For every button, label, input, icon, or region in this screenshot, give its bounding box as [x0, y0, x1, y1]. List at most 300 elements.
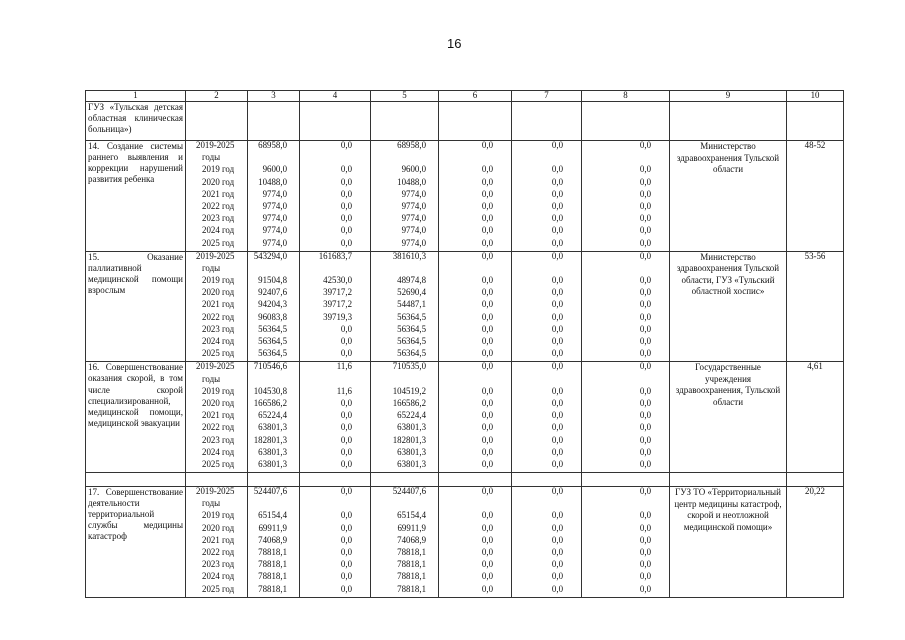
- cell-value: 78818,1: [397, 547, 426, 557]
- section-name: 16. Совершенствование оказания скорой, в том числе скорой специализированной, медицинской помощи, медицинской эвакуации: [86, 362, 186, 473]
- cell-value: [514, 264, 579, 276]
- cell-value: 56364,5: [258, 323, 287, 334]
- cell-value: 0,0: [551, 510, 563, 521]
- cell-value: 0,0: [551, 213, 563, 224]
- section-name: 17. Совершенствование деятельности территориальной службы медицины катастроф: [86, 487, 186, 598]
- cell-value: 0,0: [551, 237, 563, 248]
- cell-value: 0,0: [639, 583, 651, 594]
- cell-value: 9774,0: [401, 188, 426, 199]
- cell-value: 0,0: [481, 336, 493, 346]
- cell-value: годы: [202, 498, 221, 509]
- local-budget-cell: [439, 141, 512, 252]
- cell-value: 68958,0: [258, 140, 287, 150]
- cell-value: 0,0: [639, 140, 651, 150]
- cell-value: 78818,1: [258, 583, 287, 594]
- section-row: [86, 362, 844, 473]
- cell-value: 2024 год: [202, 225, 235, 236]
- cell-value: 9600,0: [401, 164, 426, 175]
- cell-value: 2019-2025: [196, 486, 235, 497]
- cell-value: 0,0: [639, 200, 651, 211]
- cell-value: 2020 год: [202, 176, 235, 187]
- cell-value: 2024 год: [202, 571, 235, 582]
- cell-value: [302, 153, 368, 165]
- cell-value: [514, 153, 579, 165]
- cell-value: 0,0: [551, 164, 563, 175]
- cell-value: 0,0: [340, 225, 352, 236]
- cell-value: 0,0: [481, 140, 493, 150]
- cell-value: 2022 год: [202, 311, 235, 322]
- period-cell: [186, 362, 248, 473]
- cell-value: 0,0: [340, 397, 352, 408]
- budget-table: [85, 90, 844, 598]
- executor-cell: ГУЗ ТО «Территориальный центр медицины катастроф, скорой и неотложной медицинской помощи»: [670, 487, 787, 598]
- cell-value: 0,0: [340, 410, 352, 421]
- cell-value: 0,0: [639, 336, 651, 346]
- cell-value: 0,0: [481, 510, 493, 521]
- cell-value: 39717,2: [323, 299, 352, 310]
- cell-value: 104530,8: [253, 385, 287, 396]
- cell-value: 9600,0: [262, 164, 287, 175]
- cell-value: 0,0: [551, 534, 563, 545]
- section-row: [86, 141, 844, 252]
- cell-value: 0,0: [551, 458, 563, 469]
- period-cell: [186, 487, 248, 598]
- extrabudget-cell: [582, 487, 670, 598]
- cell-value: [584, 499, 667, 511]
- cell-value: 0,0: [551, 547, 563, 557]
- total-cell: [248, 141, 300, 252]
- cell-value: 0,0: [639, 534, 651, 545]
- cell-value: 0,0: [639, 275, 651, 286]
- cell-value: 2021 год: [202, 534, 235, 545]
- cell-value: 0,0: [639, 522, 651, 533]
- cell-value: 0,0: [551, 287, 563, 298]
- cell-value: 710535,0: [392, 361, 426, 372]
- cell-value: 0,0: [551, 311, 563, 322]
- cell-value: 0,0: [340, 458, 352, 469]
- cell-value: 0,0: [481, 225, 493, 236]
- cell-value: 0,0: [340, 140, 352, 150]
- cell-value: 2022 год: [202, 200, 235, 211]
- cell-value: 0,0: [340, 522, 352, 533]
- cell-value: 0,0: [481, 422, 493, 433]
- cell-value: 0,0: [639, 458, 651, 469]
- cell-value: 543294,0: [253, 251, 287, 261]
- total-cell: [248, 251, 300, 362]
- cell-value: 2019 год: [202, 164, 235, 175]
- regional-budget-cell: [371, 487, 439, 598]
- cell-value: 0,0: [551, 188, 563, 199]
- cell-value: 0,0: [551, 446, 563, 457]
- cell-value: 56364,5: [397, 336, 426, 346]
- cell-value: 39717,2: [323, 287, 352, 298]
- cell-value: 0,0: [481, 385, 493, 396]
- cell-value: [514, 375, 579, 387]
- cell-value: 0,0: [481, 534, 493, 545]
- page-number: 16: [447, 36, 462, 51]
- cell-value: 0,0: [551, 200, 563, 211]
- cell-value: 0,0: [481, 559, 493, 570]
- cell-value: 0,0: [639, 299, 651, 310]
- cell-value: 56364,5: [258, 336, 287, 346]
- cell-value: 2023 год: [202, 323, 235, 334]
- cell-value: [584, 264, 667, 276]
- cell-value: 2020 год: [202, 397, 235, 408]
- extrabudget-cell: [582, 251, 670, 362]
- cell-value: 0,0: [340, 323, 352, 334]
- cell-value: 78818,1: [397, 559, 426, 570]
- cell-value: 56364,5: [397, 348, 426, 359]
- cell-value: [373, 375, 436, 387]
- cell-value: 63801,3: [397, 446, 426, 457]
- cell-value: 0,0: [481, 522, 493, 533]
- regional-budget-cell: [371, 251, 439, 362]
- cell-value: 0,0: [481, 434, 493, 445]
- column-number-row: [86, 91, 844, 102]
- cell-value: 2023 год: [202, 213, 235, 224]
- section-name: 15. Оказание паллиативной медицинской помощи взрослым: [86, 251, 186, 362]
- cell-value: 0,0: [340, 559, 352, 570]
- cell-value: 2025 год: [202, 237, 235, 248]
- cell-value: 0,0: [551, 583, 563, 594]
- cell-value: 0,0: [551, 225, 563, 236]
- section-row: [86, 251, 844, 362]
- cell-value: 0,0: [481, 361, 493, 372]
- cell-value: [514, 499, 579, 511]
- cell-value: 9774,0: [401, 213, 426, 224]
- cell-value: 2020 год: [202, 522, 235, 533]
- cell-value: [584, 375, 667, 387]
- cell-value: 0,0: [340, 571, 352, 582]
- cell-value: 39719,3: [323, 311, 352, 322]
- cell-value: 0,0: [481, 547, 493, 557]
- cell-value: 10488,0: [397, 176, 426, 187]
- cell-value: 0,0: [340, 486, 352, 497]
- cell-value: [441, 264, 509, 276]
- federal-budget-cell: [300, 251, 371, 362]
- cell-value: 0,0: [551, 361, 563, 372]
- cell-value: 2025 год: [202, 583, 235, 594]
- cell-value: 0,0: [481, 275, 493, 286]
- cell-value: 0,0: [551, 275, 563, 286]
- cell-value: 0,0: [639, 571, 651, 582]
- cell-value: 0,0: [639, 510, 651, 521]
- tfoms-cell: [512, 362, 582, 473]
- cell-value: 0,0: [481, 311, 493, 322]
- cell-value: 0,0: [639, 164, 651, 175]
- cell-value: 0,0: [340, 547, 352, 557]
- cell-value: 0,0: [639, 446, 651, 457]
- cell-value: 2024 год: [202, 336, 235, 346]
- cell-value: 0,0: [551, 397, 563, 408]
- cell-value: 0,0: [639, 385, 651, 396]
- cell-value: 0,0: [481, 237, 493, 248]
- cell-value: 0,0: [481, 287, 493, 298]
- cell-value: 11,6: [336, 385, 352, 396]
- cell-value: 0,0: [551, 336, 563, 346]
- cell-value: [584, 153, 667, 165]
- tfoms-cell: [512, 487, 582, 598]
- cell-value: 78818,1: [397, 571, 426, 582]
- cell-value: 2019-2025: [196, 251, 235, 261]
- cell-value: 91504,8: [258, 275, 287, 286]
- executor-cell: Министерство здравоохранения Тульской области, ГУЗ «Тульский областной хоспис»: [670, 251, 787, 362]
- col-header-7: 7: [512, 91, 582, 102]
- cell-value: 0,0: [551, 522, 563, 533]
- cell-value: 0,0: [340, 534, 352, 545]
- cell-value: 0,0: [551, 348, 563, 359]
- cell-value: 0,0: [340, 434, 352, 445]
- col-header-5: 5: [371, 91, 439, 102]
- cell-value: 0,0: [340, 213, 352, 224]
- cell-value: 0,0: [639, 176, 651, 187]
- cell-value: 0,0: [340, 348, 352, 359]
- cell-value: 0,0: [481, 213, 493, 224]
- col-header-6: 6: [439, 91, 512, 102]
- cell-value: 9774,0: [401, 225, 426, 236]
- executor-cell: Государственные учреждения здравоохранения, Тульской области: [670, 362, 787, 473]
- extrabudget-cell: [582, 362, 670, 473]
- col-header-10: 10: [787, 91, 844, 102]
- executor-cell: Министерство здравоохранения Тульской области: [670, 141, 787, 252]
- cell-value: 2019 год: [202, 510, 235, 521]
- cell-value: 0,0: [481, 458, 493, 469]
- cell-value: 2019-2025: [196, 361, 235, 372]
- cell-value: 78818,1: [397, 583, 426, 594]
- cell-value: 78818,1: [258, 547, 287, 557]
- cell-value: 0,0: [481, 446, 493, 457]
- cell-value: [441, 375, 509, 387]
- cell-value: 9774,0: [262, 225, 287, 236]
- cell-value: [441, 153, 509, 165]
- cell-value: 2025 год: [202, 348, 235, 359]
- cell-value: [302, 375, 368, 387]
- cell-value: 54487,1: [397, 299, 426, 310]
- cell-value: 0,0: [639, 422, 651, 433]
- regional-budget-cell: [371, 141, 439, 252]
- cell-value: 0,0: [551, 140, 563, 150]
- cell-value: 2019 год: [202, 385, 235, 396]
- cell-value: 0,0: [481, 323, 493, 334]
- cell-value: 0,0: [340, 446, 352, 457]
- tfoms-cell: [512, 141, 582, 252]
- cell-value: 2022 год: [202, 422, 235, 433]
- cell-value: 0,0: [481, 583, 493, 594]
- cell-value: 9774,0: [262, 200, 287, 211]
- local-budget-cell: [439, 362, 512, 473]
- cell-value: 94204,3: [258, 299, 287, 310]
- cell-value: 9774,0: [262, 188, 287, 199]
- cell-value: 0,0: [639, 410, 651, 421]
- cell-value: 161683,7: [318, 251, 352, 261]
- cell-value: 0,0: [481, 188, 493, 199]
- cell-value: 9774,0: [401, 200, 426, 211]
- cell-value: 0,0: [639, 547, 651, 557]
- cell-value: 0,0: [340, 237, 352, 248]
- cell-value: 2020 год: [202, 287, 235, 298]
- cell-value: 56364,5: [258, 348, 287, 359]
- org-name: ГУЗ «Тульская детская областная клиническая больница»): [86, 102, 186, 141]
- cell-value: 0,0: [551, 385, 563, 396]
- cell-value: [250, 375, 297, 387]
- cell-value: 0,0: [551, 571, 563, 582]
- indicators-cell: 48-52: [787, 141, 844, 252]
- col-header-4: 4: [300, 91, 371, 102]
- cell-value: 52690,4: [397, 287, 426, 298]
- cell-value: 56364,5: [397, 323, 426, 334]
- cell-value: 0,0: [481, 410, 493, 421]
- cell-value: 0,0: [639, 251, 651, 261]
- tfoms-cell: [512, 251, 582, 362]
- col-header-3: 3: [248, 91, 300, 102]
- cell-value: 0,0: [481, 348, 493, 359]
- cell-value: 2019 год: [202, 275, 235, 286]
- cell-value: 0,0: [551, 486, 563, 497]
- period-cell: [186, 251, 248, 362]
- cell-value: 0,0: [481, 397, 493, 408]
- cell-value: 65224,4: [258, 410, 287, 421]
- cell-value: 2021 год: [202, 299, 235, 310]
- cell-value: 0,0: [481, 571, 493, 582]
- cell-value: 78818,1: [258, 559, 287, 570]
- cell-value: 182801,3: [253, 434, 287, 445]
- col-header-9: 9: [670, 91, 787, 102]
- cell-value: 2021 год: [202, 410, 235, 421]
- cell-value: 2021 год: [202, 188, 235, 199]
- cell-value: 0,0: [340, 422, 352, 433]
- cell-value: 0,0: [639, 434, 651, 445]
- cell-value: 0,0: [639, 397, 651, 408]
- cell-value: [441, 499, 509, 511]
- cell-value: 56364,5: [397, 311, 426, 322]
- cell-value: 524407,6: [253, 486, 287, 497]
- cell-value: 0,0: [551, 323, 563, 334]
- indicators-cell: 20,22: [787, 487, 844, 598]
- org-continuation-row: [86, 102, 844, 141]
- col-header-8: 8: [582, 91, 670, 102]
- cell-value: 0,0: [551, 559, 563, 570]
- section-row: [86, 487, 844, 598]
- cell-value: 0,0: [551, 434, 563, 445]
- cell-value: 9774,0: [262, 213, 287, 224]
- total-cell: [248, 487, 300, 598]
- extrabudget-cell: [582, 141, 670, 252]
- cell-value: 0,0: [340, 188, 352, 199]
- indicators-cell: 4,61: [787, 362, 844, 473]
- cell-value: 2025 год: [202, 458, 235, 469]
- cell-value: 10488,0: [258, 176, 287, 187]
- cell-value: 68958,0: [397, 140, 426, 150]
- cell-value: 0,0: [639, 323, 651, 334]
- cell-value: 74068,9: [258, 534, 287, 545]
- cell-value: 0,0: [551, 176, 563, 187]
- cell-value: 11,6: [336, 361, 352, 372]
- cell-value: 0,0: [551, 251, 563, 261]
- cell-value: 0,0: [481, 251, 493, 261]
- cell-value: 9774,0: [401, 237, 426, 248]
- cell-value: 0,0: [481, 176, 493, 187]
- period-cell: [186, 141, 248, 252]
- cell-value: 0,0: [340, 176, 352, 187]
- cell-value: 63801,3: [258, 422, 287, 433]
- federal-budget-cell: [300, 487, 371, 598]
- cell-value: 0,0: [340, 200, 352, 211]
- cell-value: 0,0: [551, 299, 563, 310]
- cell-value: 2023 год: [202, 434, 235, 445]
- cell-value: 63801,3: [258, 458, 287, 469]
- cell-value: 0,0: [340, 336, 352, 346]
- cell-value: 2023 год: [202, 559, 235, 570]
- local-budget-cell: [439, 487, 512, 598]
- cell-value: 710546,6: [253, 361, 287, 372]
- cell-value: годы: [202, 262, 221, 273]
- cell-value: 2019-2025: [196, 140, 235, 150]
- cell-value: 166586,2: [253, 397, 287, 408]
- col-header-2: 2: [186, 91, 248, 102]
- cell-value: 78818,1: [258, 571, 287, 582]
- cell-value: 63801,3: [258, 446, 287, 457]
- section-name: 14. Создание системы раннего выявления и коррекции нарушений развития ребенка: [86, 141, 186, 252]
- regional-budget-cell: [371, 362, 439, 473]
- cell-value: 0,0: [551, 410, 563, 421]
- cell-value: 0,0: [481, 299, 493, 310]
- cell-value: 0,0: [340, 164, 352, 175]
- cell-value: 0,0: [481, 486, 493, 497]
- cell-value: 104519,2: [392, 385, 426, 396]
- cell-value: годы: [202, 373, 221, 384]
- cell-value: 0,0: [481, 200, 493, 211]
- total-cell: [248, 362, 300, 473]
- cell-value: 0,0: [551, 422, 563, 433]
- cell-value: 0,0: [340, 583, 352, 594]
- cell-value: 96083,8: [258, 311, 287, 322]
- cell-value: 0,0: [639, 225, 651, 236]
- cell-value: 524407,6: [392, 486, 426, 497]
- cell-value: годы: [202, 152, 221, 163]
- cell-value: 69911,9: [258, 522, 287, 533]
- cell-value: 69911,9: [397, 522, 426, 533]
- federal-budget-cell: [300, 362, 371, 473]
- cell-value: 0,0: [639, 559, 651, 570]
- cell-value: 48974,8: [397, 275, 426, 286]
- cell-value: 65154,4: [397, 510, 426, 521]
- cell-value: 182801,3: [392, 434, 426, 445]
- cell-value: 0,0: [340, 510, 352, 521]
- cell-value: 381610,3: [392, 251, 426, 261]
- cell-value: 2024 год: [202, 446, 235, 457]
- cell-value: 63801,3: [397, 458, 426, 469]
- federal-budget-cell: [300, 141, 371, 252]
- cell-value: 74068,9: [397, 534, 426, 545]
- cell-value: 92407,6: [258, 287, 287, 298]
- cell-value: 63801,3: [397, 422, 426, 433]
- cell-value: 2022 год: [202, 547, 235, 557]
- cell-value: [302, 499, 368, 511]
- indicators-cell: 53-56: [787, 251, 844, 362]
- cell-value: 0,0: [481, 164, 493, 175]
- local-budget-cell: [439, 251, 512, 362]
- cell-value: 65224,4: [397, 410, 426, 421]
- cell-value: 0,0: [639, 486, 651, 497]
- cell-value: 65154,4: [258, 510, 287, 521]
- cell-value: 9774,0: [262, 237, 287, 248]
- cell-value: 0,0: [639, 361, 651, 372]
- cell-value: 166586,2: [392, 397, 426, 408]
- cell-value: 0,0: [639, 287, 651, 298]
- cell-value: 0,0: [639, 348, 651, 359]
- spacer-row: [86, 473, 844, 487]
- cell-value: 42530,0: [323, 275, 352, 286]
